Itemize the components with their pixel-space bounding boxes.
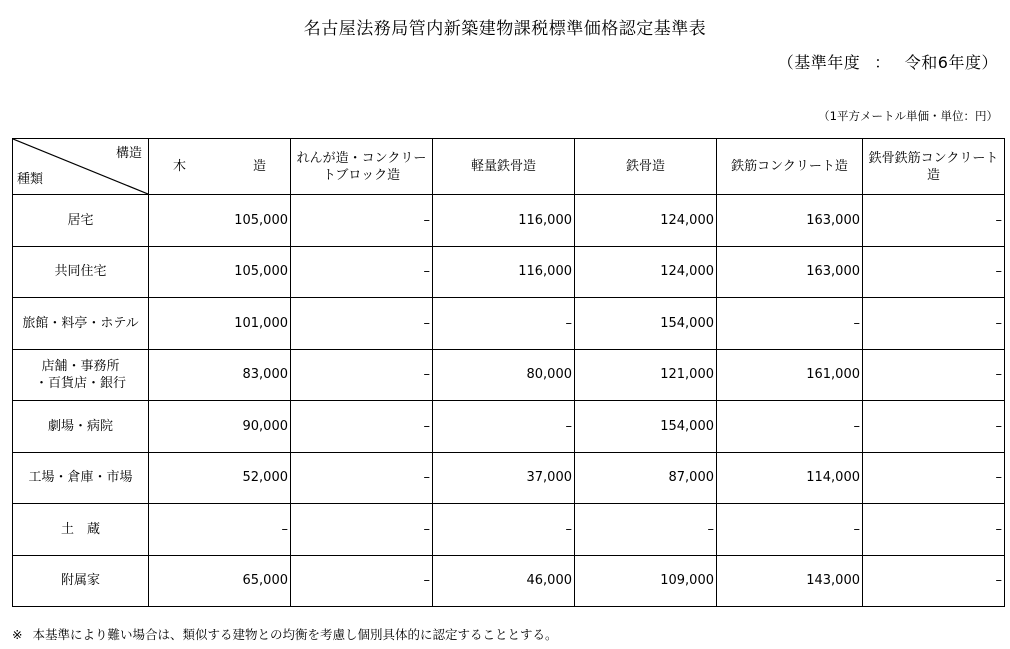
cell-light-steel: 80,000	[433, 349, 575, 401]
corner-header	[13, 139, 149, 195]
cell-src: –	[863, 195, 1005, 247]
cell-light-steel: –	[433, 298, 575, 350]
header-src: 鉄骨鉄筋コンクリート造	[863, 139, 1005, 195]
cell-light-steel: 116,000	[433, 195, 575, 247]
cell-wood: –	[149, 504, 291, 556]
cell-src: –	[863, 555, 1005, 607]
fiscal-label: 基準年度	[794, 53, 861, 72]
cell-wood: 65,000	[149, 555, 291, 607]
row-kind: 附属家	[13, 555, 149, 607]
cell-rc: 163,000	[717, 195, 863, 247]
fiscal-close: ）	[981, 53, 998, 72]
cell-steel: –	[575, 504, 717, 556]
header-rc: 鉄筋コンクリート造	[717, 139, 863, 195]
footnote-text: 本基準により難い場合は、類似する建物との均衡を考慮し個別具体的に認定することとする。	[32, 627, 558, 642]
cell-brick: –	[291, 298, 433, 350]
table-row	[13, 349, 1005, 401]
cell-brick: –	[291, 195, 433, 247]
table-row	[13, 246, 1005, 298]
header-brick: れんが造・コンクリートブロック造	[291, 139, 433, 195]
cell-brick: –	[291, 555, 433, 607]
cell-wood: 52,000	[149, 452, 291, 504]
cell-rc: –	[717, 401, 863, 453]
header-row	[13, 139, 1005, 195]
cell-rc: 163,000	[717, 246, 863, 298]
cell-rc: 143,000	[717, 555, 863, 607]
cell-brick: –	[291, 452, 433, 504]
fiscal-year	[778, 50, 998, 73]
price-table	[12, 138, 1005, 607]
row-kind: 土 蔵	[13, 504, 149, 556]
row-kind: 工場・倉庫・市場	[13, 452, 149, 504]
fiscal-separator: ：	[874, 53, 891, 72]
cell-light-steel: –	[433, 504, 575, 556]
cell-brick: –	[291, 504, 433, 556]
cell-light-steel: 46,000	[433, 555, 575, 607]
fiscal-value: 令和6年度	[904, 53, 982, 72]
row-kind	[13, 349, 149, 401]
footnote	[12, 625, 558, 643]
cell-src: –	[863, 246, 1005, 298]
row-kind: 共同住宅	[13, 246, 149, 298]
cell-brick: –	[291, 349, 433, 401]
cell-src: –	[863, 504, 1005, 556]
corner-kind-label: 種類	[17, 172, 44, 187]
row-kind: 劇場・病院	[13, 401, 149, 453]
corner-structure-label: 構造	[115, 146, 142, 161]
cell-wood: 105,000	[149, 195, 291, 247]
cell-brick: –	[291, 401, 433, 453]
fiscal-open: （	[777, 53, 795, 72]
cell-brick: –	[291, 246, 433, 298]
header-wood	[149, 139, 291, 195]
cell-steel: 87,000	[575, 452, 717, 504]
unit-note: （1平方メートル単価・単位：円）	[818, 109, 998, 123]
cell-wood: 83,000	[149, 349, 291, 401]
header-wood-b: 造	[252, 159, 266, 174]
cell-rc: –	[717, 504, 863, 556]
cell-steel: 154,000	[575, 298, 717, 350]
footnote-mark: ※	[12, 627, 23, 642]
header-light-steel: 軽量鉄骨造	[433, 139, 575, 195]
cell-steel: 121,000	[575, 349, 717, 401]
cell-src: –	[863, 298, 1005, 350]
table-row	[13, 298, 1005, 350]
cell-rc: 161,000	[717, 349, 863, 401]
header-steel: 鉄骨造	[575, 139, 717, 195]
cell-steel: 124,000	[575, 246, 717, 298]
cell-src: –	[863, 349, 1005, 401]
table-row	[13, 504, 1005, 556]
header-wood-a: 木	[173, 159, 187, 174]
cell-steel: 124,000	[575, 195, 717, 247]
cell-wood: 101,000	[149, 298, 291, 350]
row-kind: 旅館・料亭・ホテル	[13, 298, 149, 350]
cell-steel: 109,000	[575, 555, 717, 607]
row-kind: 居宅	[13, 195, 149, 247]
cell-rc: –	[717, 298, 863, 350]
cell-wood: 105,000	[149, 246, 291, 298]
table-row	[13, 555, 1005, 607]
cell-light-steel: 37,000	[433, 452, 575, 504]
table-row	[13, 452, 1005, 504]
cell-light-steel: –	[433, 401, 575, 453]
page-title: 名古屋法務局管内新築建物課税標準価格認定基準表	[303, 19, 707, 39]
cell-src: –	[863, 401, 1005, 453]
cell-src: –	[863, 452, 1005, 504]
table-row	[13, 401, 1005, 453]
cell-wood: 90,000	[149, 401, 291, 453]
row-kind-line2: ・百貨店・銀行	[34, 375, 126, 391]
cell-steel: 154,000	[575, 401, 717, 453]
table-row	[13, 195, 1005, 247]
cell-light-steel: 116,000	[433, 246, 575, 298]
cell-rc: 114,000	[717, 452, 863, 504]
row-kind-line1: 店舗・事務所	[41, 358, 120, 374]
